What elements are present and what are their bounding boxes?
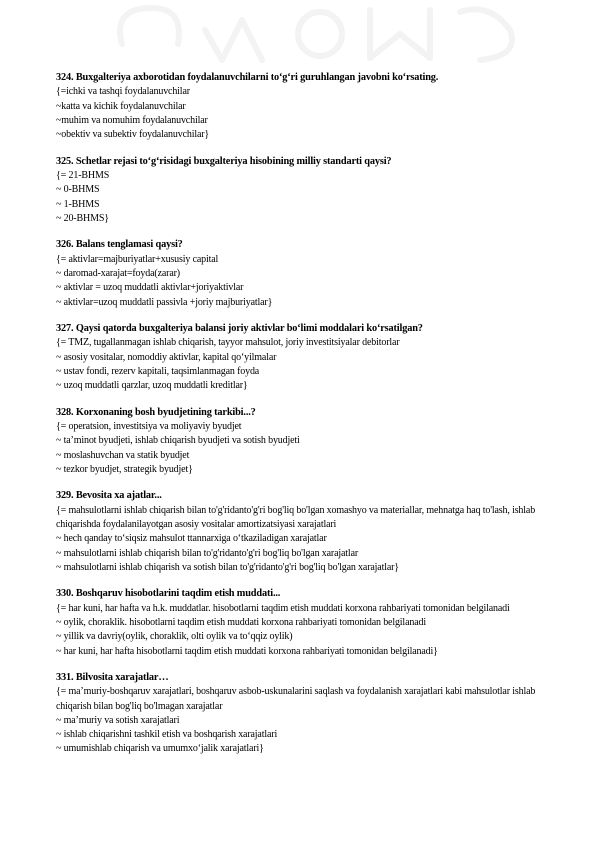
document-body	[56, 71, 556, 769]
answer-line: ~ uzoq muddatli qarzlar, uzoq muddatli kreditlar}	[56, 380, 248, 392]
answer-line: ~ daromad-xarajat=foyda(zarar)	[56, 267, 180, 279]
answer-line: {= operatsion, investitsiya va moliyaviy byudjet	[56, 420, 242, 432]
answer-line: {= TMZ, tugallanmagan ishlab chiqarish, tayyor mahsulot, joriy investitsiyalar debitorlar	[56, 337, 400, 349]
question-329	[56, 489, 556, 575]
answer-line: ~ 0-BHMS	[56, 184, 100, 196]
answer-line: ~ ma’muriy va sotish xarajatlari	[56, 714, 180, 726]
answer-line: ~ mahsulotlarni ishlab chiqarish va sotish bilan to'g'ridanto'g'ri bog'liq bo'lgan xarajatlar}	[56, 561, 399, 573]
answer-line: {=ichki va tashqi foydalanuvchilar	[56, 86, 190, 98]
answer-line: {= har kuni, har hafta va h.k. muddatlar. hisobotlarni taqdim etish muddati korxona rahbariyati tomonidan belgilanadi	[56, 602, 510, 614]
question-title: 331. Bilvosita xarajatlar…	[56, 672, 169, 683]
answer-line: {= aktivlar=majburiyatlar+xususiy capital	[56, 253, 219, 265]
answer-line: ~ hech qanday to‘siqsiz mahsulot ttannarxiga o‘tkaziladigan xarajatlar	[56, 533, 327, 545]
answer-line: ~ oylik, choraklik. hisobotlarni taqdim etish muddati korxona rahbariyati tomonidan belgilanadi	[56, 616, 426, 628]
question-330	[56, 587, 556, 658]
answer-line: {= mahsulotlarni ishlab chiqarish bilan to'g'ridanto'g'ri bog'liq bo'lgan xomashyo va materiallar, mehnatga haq to'lash, ishlab chiqarishda foydalanilayotgan asosiy vositalar amortizatsiyasi xarajatlari	[56, 504, 536, 530]
question-324	[56, 71, 556, 142]
question-title: 327. Qaysi qatorda buxgalteriya balansi joriy aktivlar bo‘limi moddalari ko‘rsatilgan?	[56, 323, 423, 335]
answer-line: ~katta va kichik foydalanuvchilar	[56, 100, 186, 112]
answer-line: ~ har kuni, har hafta hisobotlarni taqdim etish muddati korxona rahbariyati tomonidan belgilanadi}	[56, 645, 438, 657]
answer-line: {= ma’muriy-boshqaruv xarajatlari, boshqaruv asbob-uskunalarini saqlash va foydalanish xarajatlari kabi mahsulotlar ishlab chiqarish bilan bog'liq bo'lmagan xarajatlar	[56, 686, 536, 712]
answer-line: ~ umumishlab chiqarish va umumxo‘jalik xarajatlari}	[56, 743, 264, 755]
question-title: 330. Boshqaruv hisobotlarini taqdim etish muddati...	[56, 588, 281, 600]
answer-line: ~ ta’minot byudjeti, ishlab chiqarish byudjeti va sotish byudjeti	[56, 435, 300, 447]
question-title: 325. Schetlar rejasi to‘g‘risidagi buxgalteriya hisobining milliy standarti qaysi?	[56, 155, 392, 167]
answer-line: ~ asosiy vositalar, nomoddiy aktivlar, kapital qo‘yilmalar	[56, 351, 277, 363]
question-331	[56, 671, 556, 757]
answer-line: ~ ustav fondi, rezerv kapitali, taqsimlanmagan foyda	[56, 365, 260, 377]
question-title: 328. Korxonaning bosh byudjetining tarkibi...?	[56, 406, 256, 418]
question-title: 326. Balans tenglamasi qaysi?	[56, 239, 183, 251]
answer-line: ~ aktivlar = uzoq muddatli aktivlar+joriyaktivlar	[56, 282, 244, 294]
question-328	[56, 406, 556, 477]
answer-line: ~ 20-BHMS}	[56, 212, 109, 224]
question-title: 324. Buxgalteriya axborotidan foydalanuvchilarni to‘g‘ri guruhlangan javobni ko‘rsating.	[56, 72, 439, 83]
answer-line: ~ mahsulotlarni ishlab chiqarish bilan to'g'ridanto'g'ri bog'liq bo'lgan xarajatlar	[56, 547, 359, 559]
answer-line: ~ moslashuvchan va statik byudjet	[56, 449, 190, 461]
question-326	[56, 238, 556, 309]
answer-line: ~ tezkor byudjet, strategik byudjet}	[56, 463, 193, 475]
answer-line: {= 21-BHMS	[56, 169, 110, 181]
question-325	[56, 155, 556, 226]
question-title: 329. Bevosita xa ajatlar...	[56, 490, 162, 502]
answer-line: ~muhim va nomuhim foydalanuvchilar	[56, 114, 208, 126]
answer-line: ~ yillik va davriy(oylik, choraklik, olti oylik va to‘qqiz oylik)	[56, 631, 293, 643]
answer-line: ~ aktivlar=uzoq muddatli passivla +joriy majburiyatlar}	[56, 296, 273, 308]
answer-line: ~ ishlab chiqarishni tashkil etish va boshqarish xarajatlari	[56, 729, 278, 741]
answer-line: ~obektiv va subektiv foydalanuvchilar}	[56, 129, 210, 141]
question-327	[56, 322, 556, 393]
answer-line: ~ 1-BHMS	[56, 198, 100, 210]
